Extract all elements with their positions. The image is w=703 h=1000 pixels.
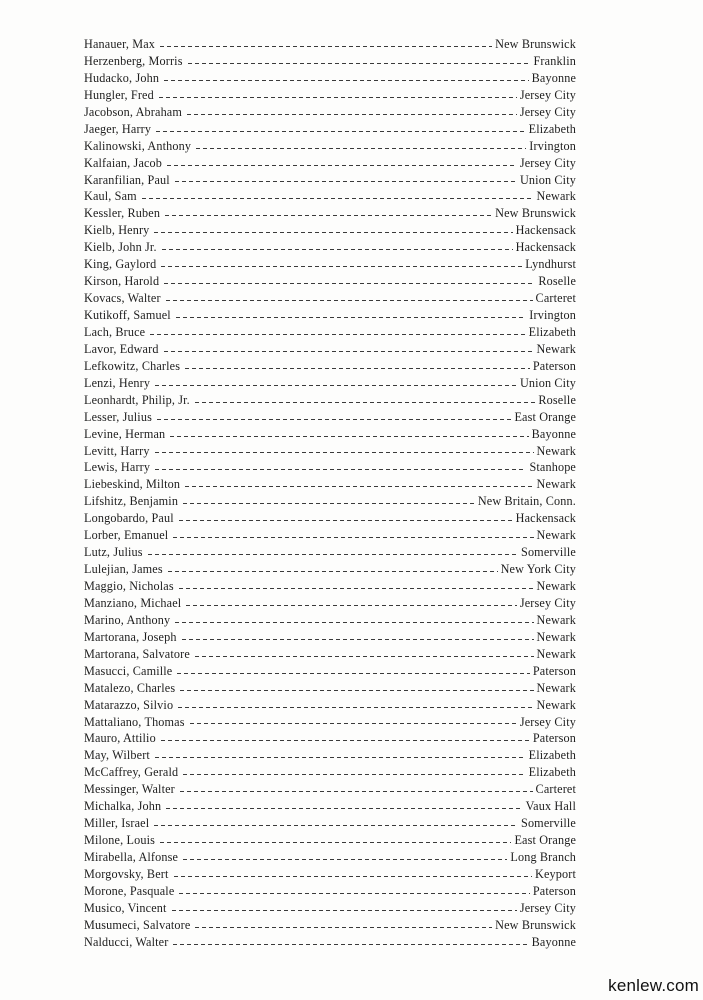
entry-name: Jacobson, Abraham xyxy=(84,104,182,119)
dotted-leader xyxy=(185,486,533,487)
dotted-leader xyxy=(164,283,535,284)
dotted-leader xyxy=(183,503,475,504)
entry-name: King, Gaylord xyxy=(84,257,157,272)
entry-town: Hackensack xyxy=(515,240,576,255)
entry-town: New Britain, Conn. xyxy=(477,494,576,509)
entry-name: Martorana, Salvatore xyxy=(84,646,190,661)
dotted-leader xyxy=(173,944,528,945)
entry-town: Paterson xyxy=(532,883,576,898)
dotted-leader xyxy=(183,859,507,860)
list-item xyxy=(84,290,576,307)
entry-town: Hackensack xyxy=(515,511,576,526)
list-item xyxy=(84,917,576,934)
dotted-leader xyxy=(173,537,533,538)
list-item xyxy=(84,578,576,595)
entry-name: Messinger, Walter xyxy=(84,782,175,797)
entry-name: Mattaliano, Thomas xyxy=(84,714,185,729)
list-item xyxy=(84,104,576,121)
list-item xyxy=(84,866,576,883)
entry-town: Newark xyxy=(536,579,576,593)
list-item xyxy=(84,239,576,256)
entry-town: Irvington xyxy=(529,308,576,322)
list-item xyxy=(84,392,576,409)
dotted-leader xyxy=(177,673,529,674)
entry-name: Lavor, Edward xyxy=(84,341,159,356)
list-item xyxy=(84,798,576,815)
entry-town: Long Branch xyxy=(510,850,576,864)
entry-town: Jersey City xyxy=(519,595,576,610)
entry-town: Bayonne xyxy=(531,426,576,441)
dotted-leader xyxy=(156,131,526,132)
dotted-leader xyxy=(159,97,517,98)
entry-name: Matalezo, Charles xyxy=(84,680,176,695)
entry-town: Jersey City xyxy=(519,714,576,729)
entry-name: Musico, Vincent xyxy=(84,900,167,915)
entry-name: May, Wilbert xyxy=(84,748,150,763)
list-item xyxy=(84,730,576,747)
dotted-leader xyxy=(165,215,492,216)
list-item xyxy=(84,443,576,460)
entry-name: Milone, Louis xyxy=(84,833,156,848)
list-item xyxy=(84,138,576,155)
list-item xyxy=(84,781,576,798)
entry-town: Roselle xyxy=(538,392,576,407)
entry-town: Franklin xyxy=(533,53,576,68)
entry-town: Carteret xyxy=(535,782,576,797)
list-item xyxy=(84,188,576,205)
entry-name: Jaeger, Harry xyxy=(84,121,152,136)
entry-name: Kielb, Henry xyxy=(84,223,150,238)
list-item xyxy=(84,527,576,544)
list-item xyxy=(84,341,576,358)
list-item xyxy=(84,493,576,510)
dotted-leader xyxy=(167,165,517,166)
dotted-leader xyxy=(172,910,517,911)
list-item xyxy=(84,222,576,239)
entry-name: Lifshitz, Benjamin xyxy=(84,494,179,509)
list-item xyxy=(84,815,576,832)
dotted-leader xyxy=(179,520,513,521)
dotted-leader xyxy=(180,690,533,691)
entry-town: Jersey City xyxy=(519,104,576,119)
dotted-leader xyxy=(161,266,522,267)
list-item xyxy=(84,510,576,527)
dotted-leader xyxy=(182,639,534,640)
list-item xyxy=(84,747,576,764)
entry-town: Paterson xyxy=(532,731,576,746)
entry-name: Kovacs, Walter xyxy=(84,291,161,306)
entry-town: Union City xyxy=(519,172,576,187)
dotted-leader xyxy=(170,436,528,437)
entry-town: Newark xyxy=(536,697,576,712)
entry-name: Levitt, Harry xyxy=(84,443,150,458)
list-item xyxy=(84,307,576,324)
list-item xyxy=(84,324,576,341)
entry-name: Mirabella, Alfonse xyxy=(84,850,179,864)
dotted-leader xyxy=(160,842,511,843)
entry-name: Kielb, John Jr. xyxy=(84,240,157,255)
entry-town: Jersey City xyxy=(519,900,576,915)
dotted-leader xyxy=(179,893,529,894)
entry-town: New Brunswick xyxy=(495,917,576,932)
entry-town: Newark xyxy=(536,629,576,644)
entry-town: Newark xyxy=(536,646,576,661)
entry-name: Lesser, Julius xyxy=(84,409,152,424)
dotted-leader xyxy=(148,554,518,555)
list-item xyxy=(84,36,576,53)
entry-town: Keyport xyxy=(535,866,576,881)
entry-town: Hackensack xyxy=(515,223,576,238)
dotted-leader xyxy=(166,300,533,301)
list-item xyxy=(84,476,576,493)
dotted-leader xyxy=(168,571,498,572)
dotted-leader xyxy=(175,622,533,623)
dotted-leader xyxy=(175,181,517,182)
list-item xyxy=(84,832,576,849)
entry-name: Lach, Bruce xyxy=(84,324,146,339)
entry-name: Mauro, Attilio xyxy=(84,731,156,746)
entry-name: Lenzi, Henry xyxy=(84,375,151,390)
dotted-leader xyxy=(180,791,533,792)
dotted-leader xyxy=(155,757,526,758)
dotted-leader xyxy=(195,656,534,657)
dotted-leader xyxy=(142,198,534,199)
list-item xyxy=(84,663,576,680)
entry-name: Longobardo, Paul xyxy=(84,511,174,526)
dotted-leader xyxy=(196,148,526,149)
dotted-leader xyxy=(186,605,517,606)
list-item xyxy=(84,934,576,951)
entry-name: Kalfaian, Jacob xyxy=(84,155,163,170)
entry-town: Newark xyxy=(536,477,576,492)
list-item xyxy=(84,273,576,290)
dotted-leader xyxy=(187,114,517,115)
entry-town: Elizabeth xyxy=(528,324,576,339)
dotted-leader xyxy=(155,452,534,453)
entry-town: New Brunswick xyxy=(495,206,576,221)
entry-town: Bayonne xyxy=(531,934,576,949)
dotted-leader xyxy=(195,402,536,403)
entry-name: Lorber, Emanuel xyxy=(84,528,169,543)
entry-name: Morone, Pasquale xyxy=(84,883,175,898)
entry-town: New York City xyxy=(500,562,576,577)
entry-town: Somerville xyxy=(521,816,576,831)
entry-town: Newark xyxy=(536,189,576,204)
dotted-leader xyxy=(190,723,517,724)
entry-name: Kutikoff, Samuel xyxy=(84,308,171,322)
entry-town: Vaux Hall xyxy=(525,799,576,814)
dotted-leader xyxy=(154,232,512,233)
list-item xyxy=(84,612,576,629)
list-item xyxy=(84,70,576,87)
list-item xyxy=(84,375,576,392)
dotted-leader xyxy=(178,707,533,708)
entry-town: Newark xyxy=(536,612,576,627)
dotted-leader xyxy=(176,317,526,318)
entry-town: Newark xyxy=(536,341,576,356)
dotted-leader xyxy=(185,368,530,369)
dotted-leader xyxy=(195,927,492,928)
list-item xyxy=(84,646,576,663)
entry-town: Roselle xyxy=(538,274,576,289)
entry-town: Paterson xyxy=(532,358,576,373)
entry-name: Musumeci, Salvatore xyxy=(84,917,191,932)
list-item xyxy=(84,900,576,917)
entry-name: Lefkowitz, Charles xyxy=(84,358,181,373)
list-item xyxy=(84,358,576,375)
entry-name: Nalducci, Walter xyxy=(84,934,169,949)
entry-town: Irvington xyxy=(529,138,576,153)
list-item xyxy=(84,849,576,866)
entry-town: Newark xyxy=(536,680,576,695)
entry-name: Miller, Israel xyxy=(84,816,150,831)
entry-town: Stanhope xyxy=(529,460,576,475)
entry-name: Marino, Anthony xyxy=(84,612,171,627)
entry-town: Newark xyxy=(536,443,576,458)
list-item xyxy=(84,544,576,561)
entry-town: New Brunswick xyxy=(495,37,576,51)
list-item xyxy=(84,256,576,273)
entry-name: Martorana, Joseph xyxy=(84,629,177,644)
entry-town: Carteret xyxy=(535,291,576,306)
entry-name: Maggio, Nicholas xyxy=(84,579,174,593)
entry-town: Elizabeth xyxy=(528,765,576,780)
entry-name: Kalinowski, Anthony xyxy=(84,138,192,153)
list-item xyxy=(84,172,576,189)
dotted-leader xyxy=(157,419,511,420)
entry-town: Jersey City xyxy=(519,155,576,170)
name-town-list xyxy=(84,36,576,951)
entry-name: Hanauer, Max xyxy=(84,37,156,51)
dotted-leader xyxy=(166,808,522,809)
entry-town: Newark xyxy=(536,528,576,543)
dotted-leader xyxy=(154,825,518,826)
entry-name: Levine, Herman xyxy=(84,426,166,441)
list-item xyxy=(84,155,576,172)
list-item xyxy=(84,629,576,646)
entry-name: Lulejian, James xyxy=(84,562,163,577)
entry-town: Elizabeth xyxy=(528,121,576,136)
entry-town: East Orange xyxy=(514,409,576,424)
list-item xyxy=(84,459,576,476)
entry-name: Hudacko, John xyxy=(84,70,160,85)
dotted-leader xyxy=(160,46,492,47)
dotted-leader xyxy=(161,740,530,741)
dotted-leader xyxy=(179,588,534,589)
entry-name: Morgovsky, Bert xyxy=(84,866,169,881)
entry-name: Masucci, Camille xyxy=(84,663,173,678)
entry-name: Karanfilian, Paul xyxy=(84,172,170,187)
entry-name: Manziano, Michael xyxy=(84,595,182,610)
entry-town: Somerville xyxy=(521,545,576,560)
entry-town: Paterson xyxy=(532,663,576,678)
dotted-leader xyxy=(162,249,513,250)
list-item xyxy=(84,87,576,104)
entry-town: Elizabeth xyxy=(528,748,576,763)
entry-town: Lyndhurst xyxy=(525,257,576,272)
list-item xyxy=(84,883,576,900)
list-item xyxy=(84,121,576,138)
list-item xyxy=(84,595,576,612)
entry-name: Hungler, Fred xyxy=(84,87,154,102)
dotted-leader xyxy=(150,334,525,335)
dotted-leader xyxy=(183,774,525,775)
dotted-leader xyxy=(174,876,532,877)
list-item xyxy=(84,409,576,426)
list-item xyxy=(84,680,576,697)
dotted-leader xyxy=(188,63,531,64)
list-item xyxy=(84,205,576,222)
entry-name: Matarazzo, Silvio xyxy=(84,697,174,712)
list-item xyxy=(84,426,576,443)
list-item xyxy=(84,561,576,578)
entry-name: Lutz, Julius xyxy=(84,545,143,560)
entry-town: Jersey City xyxy=(519,87,576,102)
entry-name: Liebeskind, Milton xyxy=(84,477,181,492)
dotted-leader xyxy=(164,80,529,81)
entry-name: McCaffrey, Gerald xyxy=(84,765,179,780)
dotted-leader xyxy=(155,385,517,386)
entry-name: Michalka, John xyxy=(84,799,162,814)
entry-town: Bayonne xyxy=(531,70,576,85)
list-item xyxy=(84,764,576,781)
list-item xyxy=(84,714,576,731)
list-item xyxy=(84,53,576,70)
watermark: kenlew.com xyxy=(608,976,699,995)
dotted-leader xyxy=(155,469,526,470)
entry-name: Kaul, Sam xyxy=(84,189,137,204)
entry-name: Kessler, Ruben xyxy=(84,206,161,221)
entry-town: East Orange xyxy=(514,833,576,848)
list-item xyxy=(84,697,576,714)
entry-name: Leonhardt, Philip, Jr. xyxy=(84,392,190,407)
entry-name: Lewis, Harry xyxy=(84,460,151,475)
dotted-leader xyxy=(164,351,534,352)
entry-name: Kirson, Harold xyxy=(84,274,160,289)
entry-name: Herzenberg, Morris xyxy=(84,53,183,68)
entry-town: Union City xyxy=(519,375,576,390)
